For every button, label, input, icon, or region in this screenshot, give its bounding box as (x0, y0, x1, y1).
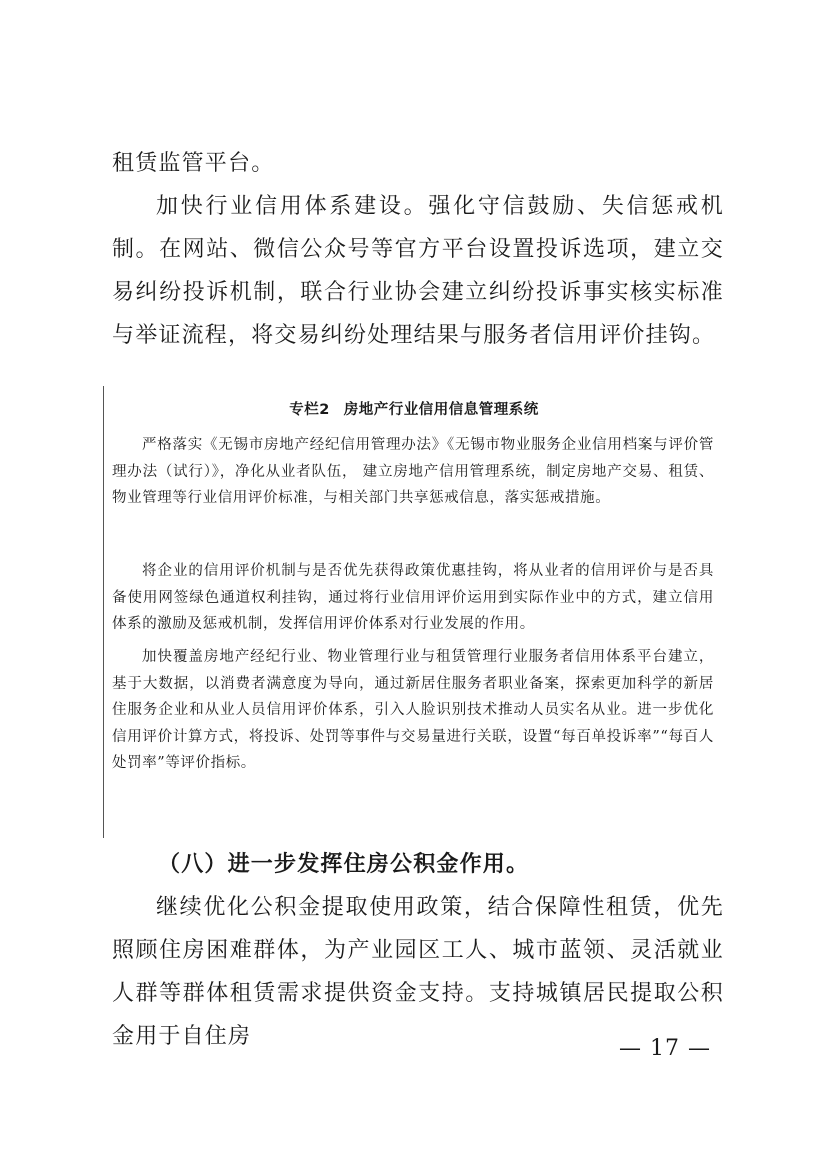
sidebar-box (103, 386, 724, 838)
sidebar-box-title-text: 房地产行业信用信息管理系统 (343, 402, 539, 418)
paragraph-housing-fund: 继续优化公积金提取使用政策，结合保障性租赁，优先照顾住房困难群体，为产业园区工人、城市蓝领、灵活就业人群等群体租赁需求提供资金支持。支持城镇居民提取公积金用于自住房 (112, 895, 724, 1049)
sidebar-box-paragraph-1: 严格落实《无锡市房地产经纪信用管理办法》《无锡市物业服务企业信用档案与评价管理办法（试行）》，净化从业者队伍， 建立房地产信用管理系统，制定房地产交易、租赁、物业管理等行业信用评价标准，与相关部门共享惩戒信息，落实惩戒措施。 (112, 437, 714, 506)
sidebar-box-paragraph-2: 将企业的信用评价机制与是否优先获得政策优惠挂钩，将从业者的信用评价与是否具备使用网签绿色通道权利挂钩，通过将行业信用评价运用到实际作业中的方式，建立信用体系的激励及惩戒机制，发挥信用评价体系对行业发展的作用。 (112, 563, 714, 632)
paragraph-credit-system: 加快行业信用体系建设。强化守信鼓励、失信惩戒机制。在网站、微信公众号等官方平台设置投诉选项，建立交易纠纷投诉机制，联合行业协会建立纠纷投诉事实核实标准与举证流程，将交易纠纷处理结果与服务者信用评价挂钩。 (112, 194, 724, 348)
section-heading: （八）进一步发挥住房公积金作用。 (158, 851, 530, 877)
sidebar-box-number: 专栏2 (289, 402, 330, 418)
paragraph-continuation: 租赁监管平台。 (112, 151, 275, 176)
sidebar-box-title (104, 398, 724, 419)
sidebar-box-paragraph-3: 加快覆盖房地产经纪行业、物业管理行业与租赁管理行业服务者信用体系平台建立，基于大数据，以消费者满意度为导向，通过新居住服务者职业备案，探索更加科学的新居住服务企业和从业人员信用评价体系，引入人脸识别技术推动人员实名从业。进一步优化信用评价计算方式，将投诉、处罚等事件与交易量进行关联，设置“每百单投诉率”“每百人处罚率”等评价指标。 (112, 649, 714, 771)
page-number: — 17 — (619, 1036, 711, 1061)
